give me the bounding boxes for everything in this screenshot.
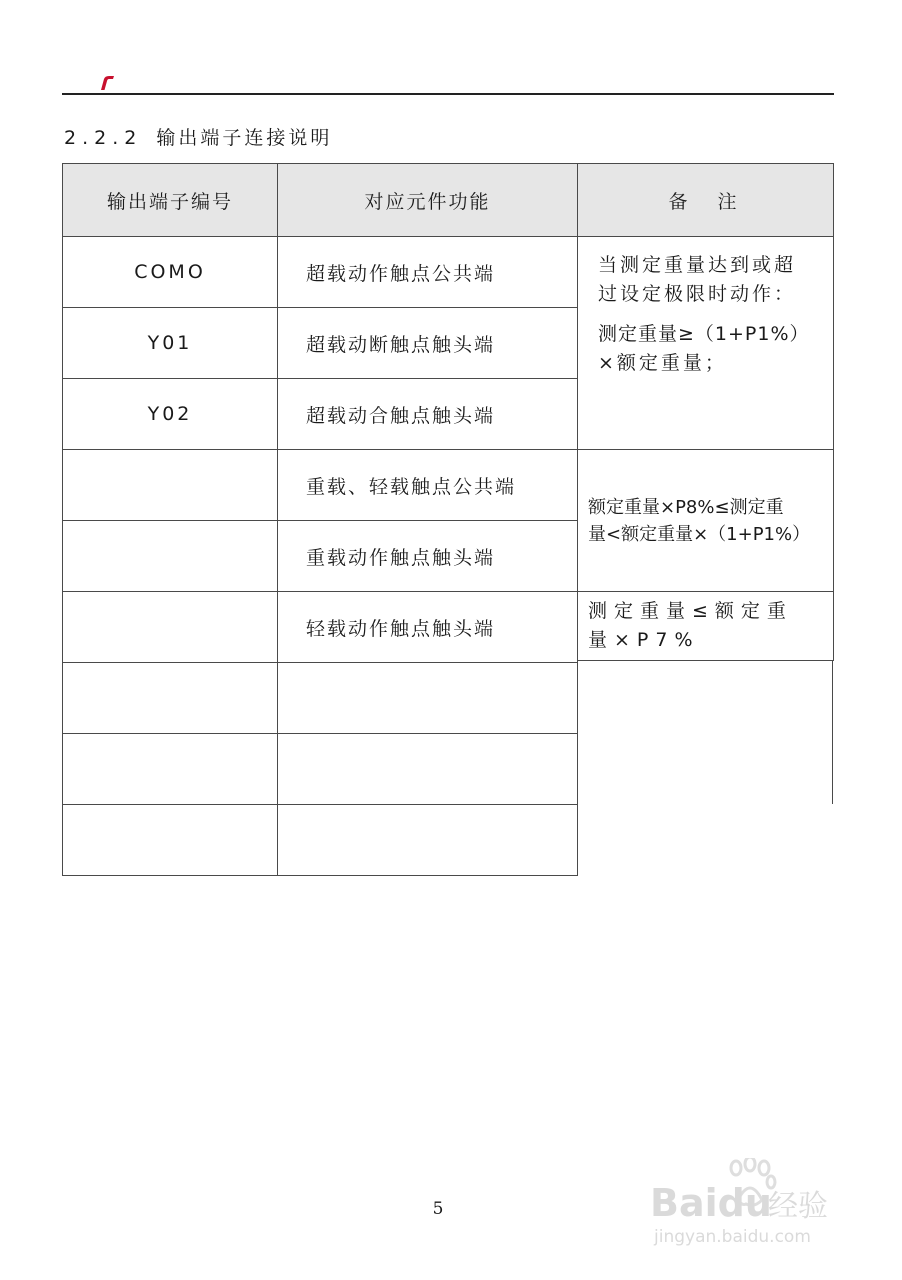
table-row-function	[277, 662, 578, 734]
table-row-function	[277, 733, 578, 805]
notes-column-edge	[832, 660, 833, 804]
note-overload: 当测定重量达到或超 过设定极限时动作： 测定重量≥（1+P1%） ×额定重量；	[577, 236, 834, 450]
header-rule	[62, 93, 834, 95]
section-title-text: 输出端子连接说明	[156, 127, 333, 149]
watermark-url: jingyan.baidu.com	[654, 1227, 811, 1247]
table-header-terminal: 输出端子编号	[62, 163, 278, 237]
table-row-function: 超载动断触点触头端	[277, 307, 578, 379]
table-header-function: 对应元件功能	[277, 163, 578, 237]
page-number: 5	[432, 1199, 444, 1219]
table-row-terminal	[62, 733, 278, 805]
table-row-function: 轻载动作触点触头端	[277, 591, 578, 663]
section-number: 2.2.2	[64, 127, 143, 149]
baidu-watermark-logo	[650, 1158, 850, 1248]
watermark-brand: Baidu	[650, 1181, 772, 1225]
table-row-terminal: COMO	[62, 236, 278, 308]
table-row-terminal	[62, 520, 278, 592]
table-row-function: 重载动作触点触头端	[277, 520, 578, 592]
table-row-function: 超载动合触点触头端	[277, 378, 578, 450]
table-row-terminal: Y01	[62, 307, 278, 379]
brand-logo-icon	[100, 74, 114, 90]
note-heavy-load: 额定重量×P8%≤测定重 量<额定重量×（1+P1%）	[577, 449, 834, 592]
table-row-terminal: Y02	[62, 378, 278, 450]
table-row-terminal	[62, 449, 278, 521]
watermark-brand-cn: 经验	[768, 1189, 828, 1224]
note-light-load: 测定重量≤额定重 量×P7%	[577, 591, 834, 661]
table-row-terminal	[62, 804, 278, 876]
section-title	[64, 123, 332, 150]
table-header-notes: 备 注	[577, 163, 834, 237]
table-row-function: 超载动作触点公共端	[277, 236, 578, 308]
table-row-function	[277, 804, 578, 876]
table-row-terminal	[62, 662, 278, 734]
table-row-terminal	[62, 591, 278, 663]
table-row-function: 重载、轻载触点公共端	[277, 449, 578, 521]
